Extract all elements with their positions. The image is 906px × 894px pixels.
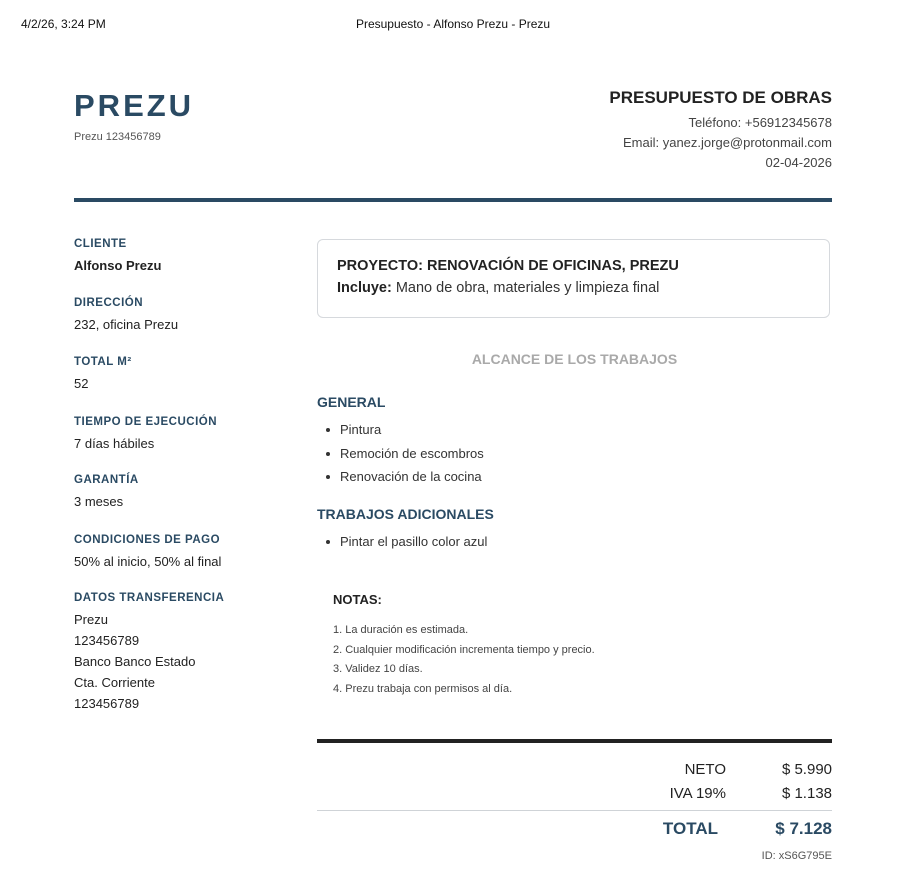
sidebar-value-line: Alfonso Prezu — [74, 258, 162, 273]
company-logo-text: PREZU — [74, 88, 195, 123]
sidebar-value-line: Banco Banco Estado — [74, 654, 196, 669]
project-summary-box — [317, 239, 830, 318]
note-item: 3. Validez 10 días. — [333, 663, 423, 675]
sidebar-field — [74, 236, 161, 276]
document-id: ID: xS6G795E — [761, 850, 832, 862]
scope-section-title: GENERAL — [317, 394, 386, 410]
sidebar-field — [74, 295, 178, 335]
sidebar-field-label: GARANTÍA — [74, 474, 139, 486]
scope-section — [317, 506, 832, 554]
total-value: $ 7.128 — [775, 819, 832, 838]
scope-item-text: Pintura — [340, 422, 382, 437]
sidebar-value-line: 7 días hábiles — [74, 436, 155, 451]
scope-item-list — [317, 418, 832, 489]
scope-item-text: Renovación de la cocina — [340, 469, 482, 484]
sidebar-field — [74, 472, 139, 512]
scope-item-text: Pintar el pasillo color azul — [340, 534, 488, 549]
sidebar-field-label: CONDICIONES DE PAGO — [74, 534, 221, 546]
document-title: PRESUPUESTO DE OBRAS — [609, 88, 832, 107]
bullet-icon — [326, 428, 330, 432]
notes-list — [333, 621, 813, 699]
sidebar-value-line: 50% al inicio, 50% al final — [74, 554, 222, 569]
sidebar-value-line: Prezu — [74, 612, 108, 627]
total-label: TOTAL — [662, 819, 718, 838]
iva-label: IVA 19% — [669, 785, 726, 802]
sidebar-field-value — [74, 255, 161, 276]
print-header — [0, 17, 906, 33]
iva-row — [317, 785, 832, 805]
scope-heading: ALCANCE DE LOS TRABAJOS — [471, 351, 678, 367]
sidebar-value-line: 3 meses — [74, 494, 124, 509]
neto-row — [317, 761, 832, 781]
note-item: 1. La duración es estimada. — [333, 624, 469, 636]
note-item: 2. Cualquier modificación incrementa tiempo y precio. — [333, 643, 595, 656]
sidebar-field — [74, 532, 221, 572]
totals-divider — [317, 739, 832, 743]
bullet-icon — [326, 475, 330, 479]
header-divider — [74, 198, 832, 202]
sidebar-field — [74, 354, 132, 394]
contact-email: Email: yanez.jorge@protonmail.com — [622, 135, 832, 150]
subtotal-divider — [317, 810, 832, 811]
sidebar-field-label: TIEMPO DE EJECUCIÓN — [74, 416, 218, 428]
sidebar-field-label: CLIENTE — [74, 238, 127, 250]
sidebar-field-label: DATOS TRANSFERENCIA — [74, 592, 225, 604]
contact-phone: Teléfono: +56912345678 — [688, 115, 832, 130]
scope-section — [317, 394, 832, 489]
sidebar-field-value — [74, 491, 139, 512]
project-includes-text: Mano de obra, materiales y limpieza final — [395, 280, 660, 296]
sidebar-value-line: 232, oficina Prezu — [74, 317, 179, 332]
scope-section-title: TRABAJOS ADICIONALES — [317, 506, 494, 522]
notes-section — [333, 592, 813, 699]
neto-value: $ 5.990 — [781, 761, 832, 778]
document-date: 02-04-2026 — [765, 155, 832, 170]
project-includes — [337, 280, 810, 296]
sidebar-value-line: 123456789 — [74, 696, 140, 711]
bullet-icon — [326, 540, 330, 544]
sidebar-value-line: Cta. Corriente — [74, 675, 155, 690]
iva-value: $ 1.138 — [781, 785, 832, 802]
company-subtitle: Prezu 123456789 — [74, 131, 161, 143]
contact-info — [623, 113, 832, 173]
sidebar-field-value — [74, 433, 217, 454]
sidebar-value-line: 123456789 — [74, 633, 140, 648]
neto-label: NETO — [684, 761, 726, 778]
scope-item — [340, 530, 832, 554]
scope-item — [340, 418, 832, 442]
project-title: PROYECTO: RENOVACIÓN DE OFICINAS, PREZU — [337, 258, 679, 274]
sidebar-field-label: DIRECCIÓN — [74, 297, 144, 309]
project-includes-label: Incluye: — [337, 280, 392, 296]
sidebar-field-value — [74, 609, 224, 714]
sidebar-value-line: 52 — [74, 376, 89, 391]
sidebar-field-value — [74, 314, 178, 335]
sidebar-field-value — [74, 551, 221, 572]
scope-item — [340, 465, 832, 489]
total-row — [317, 819, 832, 841]
scope-item-text: Remoción de escombros — [340, 445, 484, 461]
note-item: 4. Prezu trabaja con permisos al día. — [333, 682, 513, 695]
sidebar-field — [74, 590, 224, 714]
sidebar-field-value — [74, 373, 132, 394]
sidebar-field — [74, 414, 217, 454]
scope-item — [340, 442, 832, 466]
notes-title: NOTAS: — [333, 592, 382, 607]
bullet-icon — [326, 452, 330, 456]
print-datetime: 4/2/26, 3:24 PM — [21, 17, 106, 31]
print-page-title: Presupuesto - Alfonso Prezu - Prezu — [355, 17, 551, 31]
scope-item-list — [317, 530, 832, 554]
sidebar-field-label: TOTAL M² — [74, 356, 132, 368]
